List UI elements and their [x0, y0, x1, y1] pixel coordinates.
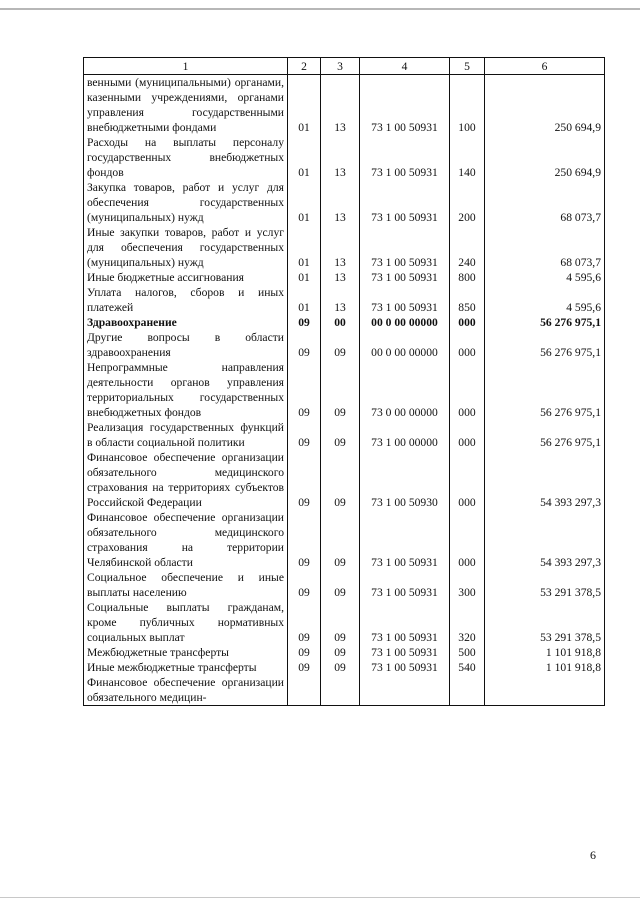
table-header-row — [84, 58, 605, 75]
row-target-code: 73 1 00 50930 — [360, 450, 450, 510]
table-row — [84, 135, 605, 180]
row-amount: 250 694,9 — [485, 135, 605, 180]
row-section: 01 — [288, 285, 321, 315]
row-description: Финансовое обеспечение организации обязательного медицин- — [84, 675, 288, 706]
row-subsection: 13 — [321, 285, 360, 315]
row-target-code: 73 1 00 50931 — [360, 660, 450, 675]
row-section: 01 — [288, 135, 321, 180]
row-amount: 68 073,7 — [485, 180, 605, 225]
row-expense-type: 140 — [450, 135, 485, 180]
row-amount: 68 073,7 — [485, 225, 605, 270]
row-description: Иные бюджетные ассигнования — [84, 270, 288, 285]
row-amount: 56 276 975,1 — [485, 330, 605, 360]
row-expense-type: 100 — [450, 75, 485, 136]
table-row — [84, 315, 605, 330]
row-subsection: 09 — [321, 510, 360, 570]
row-description: Непрограммные направления деятельности органов управления территориальных государственных внебюджетных фондов — [84, 360, 288, 420]
row-subsection: 09 — [321, 570, 360, 600]
table-row — [84, 510, 605, 570]
row-expense-type: 320 — [450, 600, 485, 645]
table-row — [84, 180, 605, 225]
row-target-code: 73 1 00 50931 — [360, 225, 450, 270]
table-row — [84, 360, 605, 420]
row-target-code: 73 1 00 50931 — [360, 75, 450, 136]
row-description: Социальные выплаты гражданам, кроме публичных нормативных социальных выплат — [84, 600, 288, 645]
row-subsection: 09 — [321, 360, 360, 420]
table-row — [84, 420, 605, 450]
row-subsection: 09 — [321, 660, 360, 675]
row-amount: 53 291 378,5 — [485, 570, 605, 600]
row-expense-type: 000 — [450, 330, 485, 360]
row-section: 09 — [288, 510, 321, 570]
header-col-6: 6 — [485, 58, 605, 75]
row-expense-type: 000 — [450, 420, 485, 450]
row-target-code: 73 1 00 50931 — [360, 180, 450, 225]
header-col-4: 4 — [360, 58, 450, 75]
budget-table — [83, 57, 605, 706]
row-subsection: 13 — [321, 135, 360, 180]
row-description: Иные закупки товаров, работ и услуг для обеспечения государственных (муниципальных) нужд — [84, 225, 288, 270]
row-target-code: 73 1 00 50931 — [360, 285, 450, 315]
row-amount: 56 276 975,1 — [485, 315, 605, 330]
row-amount: 1 101 918,8 — [485, 645, 605, 660]
table-row — [84, 600, 605, 645]
row-expense-type: 500 — [450, 645, 485, 660]
header-col-2: 2 — [288, 58, 321, 75]
row-target-code: 00 0 00 00000 — [360, 330, 450, 360]
row-section: 09 — [288, 450, 321, 510]
row-description: Иные межбюджетные трансферты — [84, 660, 288, 675]
top-edge-line — [0, 8, 640, 10]
row-expense-type: 000 — [450, 450, 485, 510]
row-target-code: 73 1 00 50931 — [360, 510, 450, 570]
row-section: 09 — [288, 315, 321, 330]
row-section: 01 — [288, 75, 321, 136]
table-row — [84, 75, 605, 136]
row-section — [288, 675, 321, 706]
row-amount: 56 276 975,1 — [485, 360, 605, 420]
header-col-5: 5 — [450, 58, 485, 75]
row-subsection: 13 — [321, 225, 360, 270]
row-amount: 54 393 297,3 — [485, 450, 605, 510]
row-subsection: 09 — [321, 450, 360, 510]
row-description: Другие вопросы в области здравоохранения — [84, 330, 288, 360]
row-description: Реализация государственных функций в области социальной политики — [84, 420, 288, 450]
row-section: 01 — [288, 270, 321, 285]
row-target-code: 73 1 00 50931 — [360, 600, 450, 645]
row-expense-type: 540 — [450, 660, 485, 675]
row-expense-type: 300 — [450, 570, 485, 600]
row-expense-type: 000 — [450, 510, 485, 570]
row-expense-type: 850 — [450, 285, 485, 315]
row-subsection: 13 — [321, 75, 360, 136]
row-target-code: 73 1 00 50931 — [360, 135, 450, 180]
row-expense-type: 000 — [450, 360, 485, 420]
table-body — [84, 75, 605, 706]
row-description: Здравоохранение — [84, 315, 288, 330]
row-target-code: 73 1 00 00000 — [360, 420, 450, 450]
row-description: Финансовое обеспечение организации обязательного медицинского страхования на территории Челябинской области — [84, 510, 288, 570]
table-row — [84, 285, 605, 315]
row-subsection: 09 — [321, 600, 360, 645]
table-row — [84, 570, 605, 600]
row-section: 09 — [288, 600, 321, 645]
row-section: 09 — [288, 570, 321, 600]
row-expense-type: 200 — [450, 180, 485, 225]
row-description: Закупка товаров, работ и услуг для обеспечения государственных (муниципальных) нужд — [84, 180, 288, 225]
row-section: 09 — [288, 660, 321, 675]
row-description: Уплата налогов, сборов и иных платежей — [84, 285, 288, 315]
row-section: 09 — [288, 360, 321, 420]
row-description: Межбюджетные трансферты — [84, 645, 288, 660]
table-row — [84, 675, 605, 706]
row-amount: 54 393 297,3 — [485, 510, 605, 570]
row-section: 01 — [288, 225, 321, 270]
row-subsection: 09 — [321, 645, 360, 660]
row-target-code: 73 1 00 50931 — [360, 570, 450, 600]
row-expense-type: 000 — [450, 315, 485, 330]
row-subsection: 09 — [321, 420, 360, 450]
row-target-code — [360, 675, 450, 706]
row-target-code: 73 0 00 00000 — [360, 360, 450, 420]
row-subsection: 00 — [321, 315, 360, 330]
table-row — [84, 330, 605, 360]
row-subsection: 13 — [321, 180, 360, 225]
row-expense-type — [450, 675, 485, 706]
row-amount: 4 595,6 — [485, 285, 605, 315]
row-section: 09 — [288, 420, 321, 450]
row-expense-type: 800 — [450, 270, 485, 285]
row-description: Финансовое обеспечение организации обязательного медицинского страхования на территориях субъектов Российской Федерации — [84, 450, 288, 510]
row-amount: 1 101 918,8 — [485, 660, 605, 675]
table-row — [84, 660, 605, 675]
row-amount: 4 595,6 — [485, 270, 605, 285]
row-expense-type: 240 — [450, 225, 485, 270]
row-description: Расходы на выплаты персоналу государственных внебюджетных фондов — [84, 135, 288, 180]
row-amount: 53 291 378,5 — [485, 600, 605, 645]
table-row — [84, 225, 605, 270]
row-description: Социальное обеспечение и иные выплаты населению — [84, 570, 288, 600]
bottom-edge-line — [0, 897, 640, 898]
row-amount — [485, 675, 605, 706]
row-target-code: 73 1 00 50931 — [360, 270, 450, 285]
table-row — [84, 270, 605, 285]
row-section: 01 — [288, 180, 321, 225]
header-col-3: 3 — [321, 58, 360, 75]
row-subsection: 13 — [321, 270, 360, 285]
table-row — [84, 645, 605, 660]
row-description: венными (муниципальными) органами, казенными учреждениями, органами управления государственными внебюджетными фондами — [84, 75, 288, 136]
page-number: 6 — [590, 848, 596, 862]
row-amount: 56 276 975,1 — [485, 420, 605, 450]
row-target-code: 00 0 00 00000 — [360, 315, 450, 330]
row-section: 09 — [288, 645, 321, 660]
header-col-1: 1 — [84, 58, 288, 75]
row-target-code: 73 1 00 50931 — [360, 645, 450, 660]
row-section: 09 — [288, 330, 321, 360]
table-row — [84, 450, 605, 510]
row-subsection: 09 — [321, 330, 360, 360]
row-subsection — [321, 675, 360, 706]
row-amount: 250 694,9 — [485, 75, 605, 136]
